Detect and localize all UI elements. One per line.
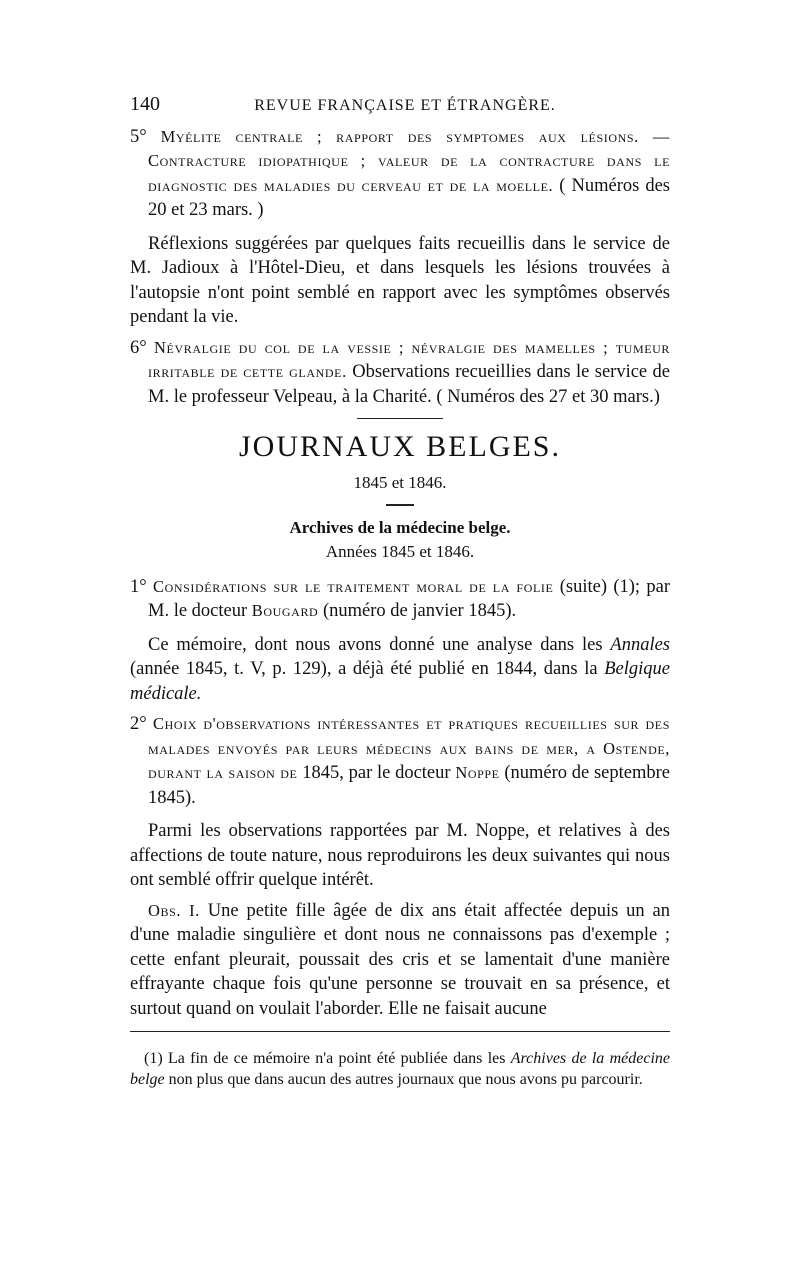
section-heading: JOURNAUX BELGES.: [238, 430, 561, 463]
running-title: REVUE FRANÇAISE ET ÉTRANGÈRE.: [254, 97, 556, 114]
entry-1-tail2: (numéro de janvier 1845).: [322, 601, 517, 621]
entry-2-paragraph: Parmi les observations rapportées par M. Noppe, et relatives à des affections de toute nature, nous reproduirons les deux suivantes qui nous ont semblé offrir quelque intérêt.: [130, 821, 670, 890]
entry-1-tail: (suite) (1); par M. le docteur: [148, 576, 670, 621]
journal-title-belgique: Belgique médicale.: [130, 659, 670, 704]
footnote-divider: [130, 1031, 670, 1032]
entry-1-author: Bougard: [251, 601, 319, 620]
entry-2-title: Choix d'observations intéressantes et pratiques recueillies sur des malades envoyés par leurs médecins aux bains de mer, a Ostende, durant la saison de: [148, 714, 670, 782]
archive-title: Archives de la médecine belge.: [289, 517, 511, 537]
entry-6-tail: Observations recueillies dans le service de M. le professeur Velpeau, à la Charité. ( Numéros des 27 et 30 mars.): [148, 362, 671, 407]
footnote-journal: Archives de la médecine belge: [130, 1050, 670, 1088]
entry-2-year: 1845: [302, 763, 340, 783]
entry-1: [130, 575, 670, 624]
entry-6-title: Névralgie du col de la vessie ; névralgie des mamelles ; tumeur irritable de cette glande.: [148, 337, 671, 381]
entry-5: [130, 125, 670, 223]
entry-1-title: Considérations sur le traitement moral de la folie: [152, 576, 554, 596]
entry-5-title: Myélite centrale ; rapport des symptomes aux lésions. — Contracture idiopathique ; valeur de la contracture dans le diagnostic des maladies du cerveau et de la moelle.: [148, 126, 670, 195]
entry-1-paragraph-a: Ce mémoire, dont nous avons donné une analyse dans les: [148, 634, 603, 655]
entry-5-paragraph: Réflexions suggérées par quelques faits recueillis dans le service de M. Jadioux à l'Hôtel-Dieu, et dans lesquels les lésions trouvées à l'autopsie n'ont point semblé en rapport avec les symptômes observés pendant la vie.: [130, 233, 670, 327]
entry-5-number: 5°: [130, 126, 147, 147]
entry-2-number: 2°: [130, 714, 147, 734]
page-number: 140: [130, 93, 160, 115]
footnote: [130, 1048, 670, 1090]
running-header: [130, 92, 670, 119]
footnote-a: (1) La fin de ce mémoire n'a point été publiée dans les: [144, 1050, 506, 1067]
entry-1-paragraph-b: (année 1845, t. V, p. 129), a déjà été publié en 1844, dans la: [130, 659, 598, 679]
entry-2-tail2: (numéro de septembre 1845).: [148, 763, 670, 808]
entry-5-tail: ( Numéros des 20 et 23 mars. ): [148, 175, 670, 220]
entry-6: [130, 336, 670, 410]
entry-1-number: 1°: [130, 576, 147, 597]
journal-title-annales: Annales: [610, 634, 670, 655]
entry-1-paragraph: [130, 633, 670, 707]
section-years: 1845 et 1846.: [353, 473, 447, 492]
entry-2-tail: , par le docteur: [339, 763, 451, 783]
section-divider: [357, 418, 443, 419]
entry-6-number: 6°: [130, 337, 147, 358]
footnote-b: non plus que dans aucun des autres journaux que nous avons pu parcourir.: [168, 1071, 643, 1088]
page: [130, 92, 670, 1106]
entry-2: [130, 712, 670, 810]
observation-label: Obs. I.: [148, 900, 200, 920]
archive-years: Années 1845 et 1846.: [325, 542, 475, 561]
observation-paragraph: [130, 899, 670, 1022]
short-divider: [386, 504, 414, 506]
observation-text: Une petite fille âgée de dix ans était affectée depuis un an d'une maladie singulière et dont nous ne connaissons pas d'exemple ; cette enfant pleurait, poussait des cris et se lamentait d'une manière effrayante chaque fois qu'une personne se trouvait en sa présence, et surtout quand on voulait l'aborder. Elle ne faisait aucune: [130, 900, 671, 1019]
entry-2-author: Noppe: [455, 763, 500, 782]
